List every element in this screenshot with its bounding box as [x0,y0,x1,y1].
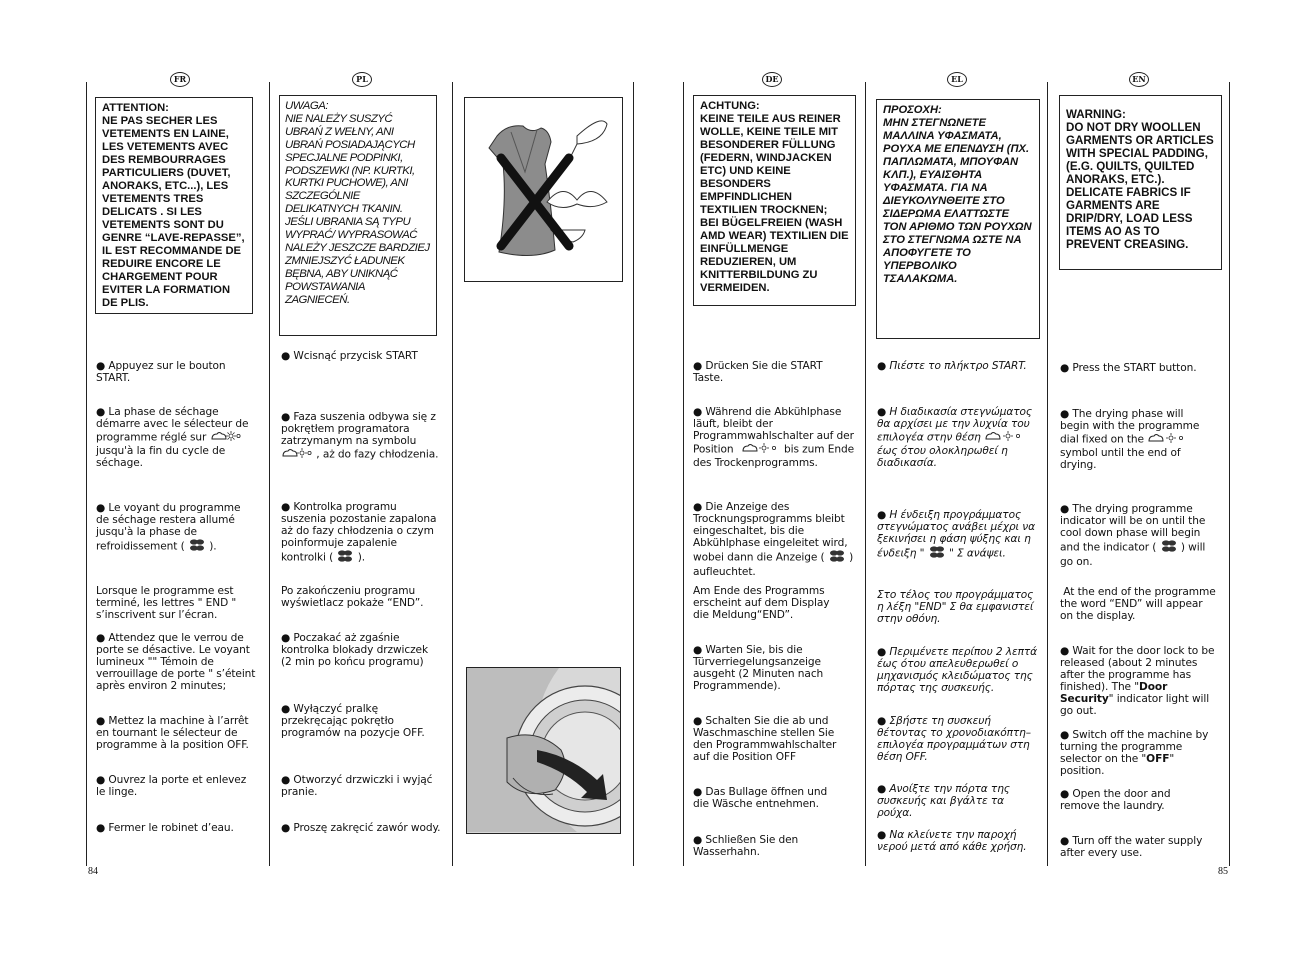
warning-text-el: ΠΡΟΣΟΧΗ: ΜΗΝ ΣΤΕΓΝΩΝΕΤΕ ΜΑΛΛΙΝΑ ΥΦΑΣΜΑΤΑ, ΡΟΥΧΑ ΜΕ ΕΠΕΝΔΥΣΗ (ΠΧ. ΠΑΠΛΩΜΑΤΑ, ΜΠΟΥΦΑΝ ΚΛΠ.), ΕΥΑΙΣΘΗΤΑ ΥΦΑΣΜΑΤΑ. ΓΙΑ ΝΑ ΔΙΕΥΚΟΛΥΝΘΕΙΤΕ ΣΤΟ ΣΙΔΕΡΩΜΑ ΕΛΑΤΤΩΣΤΕ ΤΟΝ ΑΡΙΘΜΟ ΤΩΝ ΡΟΥΧΩΝ ΣΤΟ ΣΤΕΓΝΩΜΑ ΩΣΤΕ ΝΑ ΑΠΟΦΥΓΕΤΕ ΤΟ ΥΠΕΡΒΟΛΙΚΟ ΤΣΑΛΑΚΩΜΑ. [883,104,1032,285]
column-rule [633,82,634,866]
step-water-en: ● Turn off the water supply after every use. [1060,835,1203,859]
step-text: ). [357,551,366,564]
step-text: ● Während die Abkühlphase läuft, bleibt der Programmwahlschalter auf der Position [693,406,854,456]
step-end-fr: Lorsque le programme est terminé, les lettres " END " s’inscrivent sur l’écran. [96,585,237,621]
step-text: ● The drying programme indicator will be on until the cool down phase will begin and the indicator ( [1060,503,1206,554]
column-rule [1229,82,1230,866]
step-drying-phase-el [877,406,1037,469]
cloud-sun-icon [984,430,1028,445]
step-indicator-fr [96,502,256,555]
step-start-de: ● Drücken Sie die START Taste. [693,360,823,384]
step-open-door-pl: ● Otworzyć drzwiczki i wyjąć pranie. [281,774,433,798]
warning-box-de [693,95,856,306]
column-rule [1047,82,1048,866]
step-door-lock-el: ● Περιμένετε περίπου 2 λεπτά έως ότου απελευθερωθεί ο μηχανισμός κλειδώματος της πόρτας της συσκευής. [877,646,1038,694]
step-drying-phase-pl [281,411,441,462]
warning-box-el [876,99,1040,339]
language-badge-fr: FR [170,72,190,87]
step-switch-off-en [1060,729,1218,777]
warning-text-en: WARNING: DO NOT DRY WOOLLEN GARMENTS OR ARTICLES WITH SPECIAL PADDING, (E.G. QUILTS, QUILTED ANORAKS, ETC.). DELICATE FABRICS IF GARMENTS ARE DRIP/DRY, LOAD LESS ITEMS AO AS TO PREVENT CREASING. [1066,108,1214,251]
cloud-sun-icon [737,442,781,457]
step-water-fr: ● Fermer le robinet d’eau. [96,822,234,834]
column-rule [452,82,453,866]
step-text: έως ότου ολοκληρωθεί η διαδικασία. [877,445,1008,469]
step-text: symbol until the end of drying. [1060,447,1181,471]
step-drying-phase-en [1060,408,1210,471]
step-door-lock-fr: ● Attendez que le verrou de porte se désactive. Le voyant lumineux "" Témoin de verrouillage de porte " s’éteint après environ 2 minutes; [96,632,256,692]
step-text: ● Wait for the door lock to be released (about 2 minutes after the programme has finished). The " [1060,645,1215,693]
step-water-de: ● Schließen Sie den Wasserhahn. [693,834,799,858]
illustration-open-door [466,667,621,834]
step-text: ● Faza suszenia odbywa się z pokrętłem programatora zatrzymanym na symbolu [281,411,436,447]
warning-box-fr [95,97,253,314]
step-text: ). [209,540,217,553]
step-water-el: ● Να κλείνετε την παροχή νερού μετά από κάθε χρήση. [877,829,1027,853]
step-door-lock-de: ● Warten Sie, bis die Türverriegelungsanzeige ausgeht (2 Minuten nach Programmende). [693,644,824,692]
step-text: jusqu'à la fin du cycle de séchage. [96,445,226,469]
warning-box-en [1059,95,1222,270]
step-end-en: At the end of the programme the word “END” will appear on the display. [1060,586,1219,622]
warning-box-pl [279,95,437,336]
step-indicator-pl [281,501,441,566]
step-text: ● The drying phase will begin with the programme dial fixed on the [1060,408,1200,446]
page-number-left: 84 [88,866,98,877]
step-text: ● La phase de séchage démarre avec le sélecteur de programme réglé sur [96,406,249,444]
illustration-no-wool [464,97,623,282]
step-end-el: Στο τέλος του προγράμματος η λέξη "END" Σ θα εμφανιστεί στην οθόνη. [877,589,1034,625]
step-start-pl: ● Wcisnąć przycisk START [281,350,418,362]
fan-icon [828,549,846,566]
step-text: ● Kontrolka programu suszenia pozostanie zapalona aż do fazy chłodzenia o czym poinformuje zapalenie kontrolki ( [281,501,437,564]
step-switch-off-pl: ● Wyłączyć pralkę przekręcając pokrętło programów na pozycje OFF. [281,703,425,739]
fan-icon [1160,539,1178,556]
step-text: ● Le voyant du programme de séchage restera allumé jusqu'à la phase de refroidissement ( [96,502,241,553]
cloud-sun-icon [1147,432,1191,447]
step-drying-phase-de [693,406,855,469]
language-badge-pl: PL [352,72,372,87]
step-switch-off-el: ● Σβήστε τη συσκευή θέτοντας το χρονοδιακόπτη–επιλογέα προγραμμάτων στη θέση OFF. [877,715,1031,763]
step-open-door-de: ● Das Bullage öffnen und die Wäsche entnehmen. [693,786,828,810]
step-door-lock-en [1060,645,1218,717]
step-text: " Σ ανάψει. [948,547,1006,560]
step-drying-phase-fr [96,406,258,469]
column-rule [86,82,87,866]
step-indicator-el [877,509,1039,562]
column-rule [269,82,270,866]
step-text: ● Die Anzeige des Trocknungsprogramms bleibt eingeschaltet, bis die Abkühlphase eingeleitet wird, wobei dann die Anzeige ( [693,501,848,564]
column-rule [683,82,684,866]
step-water-pl: ● Proszę zakręcić zawór wody. [281,822,441,834]
step-text: ● Η ένδειξη προγράμματος στεγνώματος ανάβει μέχρι να ξεκινήσει η φάση ψύξης και η ένδειξη " [877,509,1035,560]
off-label: OFF [1146,753,1170,765]
step-open-door-en: ● Open the door and remove the laundry. [1060,788,1171,812]
step-open-door-fr: ● Ouvrez la porte et enlevez le linge. [96,774,247,798]
step-text: " position. [1060,753,1175,777]
language-badge-el: EL [947,72,967,87]
step-text: " indicator light will go out. [1060,693,1210,717]
step-text: ) aufleuchtet. [693,551,854,578]
warning-text-de: ACHTUNG: KEINE TEILE AUS REINER WOLLE, KEINE TEILE MIT BESONDERER FÜLLUNG (FEDERN, WINDJACKEN ETC) UND KEINE BESONDERS EMPFINDLICHEN TEXTILIEN TROCKNEN; BEI BÜGELFREIEN (WASH AMD WEAR) TEXTILIEN DIE EINFÜLLMENGE REDUZIEREN, UM KNITTERBILDUNG ZU VERMEIDEN. [700,100,849,294]
step-door-lock-pl: ● Poczakać aż zgaśnie kontrolka blokady drzwiczek (2 min po końcu programu) [281,632,428,668]
fan-icon [928,545,946,562]
warning-text-fr: ATTENTION: NE PAS SECHER LES VETEMENTS EN LAINE, LES VETEMENTS AVEC DES REMBOURRAGES PARTICULIERS (DUVET, ANORAKS, ETC...), LES VETEMENTS TRES DELICATS . SI LES VETEMENTS SONT DU GENRE “LAVE-REPASSE”, IL EST RECOMMANDE DE REDUIRE ENCORE LE CHARGEMENT POUR EVITER LA FORMATION DE PLIS. [102,102,245,309]
door-security-label: Door Security [1060,681,1168,705]
language-badge-de: DE [762,72,782,87]
step-indicator-de [693,501,857,578]
step-text: ) will go on. [1060,541,1206,568]
step-text: ● Η διαδικασία στεγνώματος θα αρχίσει με την λυχνία του επιλογέα στην θέση [877,406,1033,444]
step-end-de: Am Ende des Programms erscheint auf dem Display die Meldung“END”. [693,585,830,621]
step-end-pl: Po zakończeniu programu wyświetlacz pokaże “END”. [281,585,424,609]
step-switch-off-de: ● Schalten Sie die ab und Waschmaschine stellen Sie den Programmwahlschalter auf die Position OFF [693,715,837,763]
step-switch-off-fr: ● Mettez la machine à l’arrêt en tournant le sélecteur de programme à la position OFF. [96,715,249,751]
fan-icon [336,549,354,566]
step-start-en: ● Press the START button. [1060,362,1197,374]
step-start-el: ● Πιέστε το πλήκτρο START. [877,360,1027,372]
step-open-door-el: ● Ανοίξτε την πόρτα της συσκευής και βγάλτε τα ρούχα. [877,783,1010,819]
step-indicator-en [1060,503,1218,568]
page-number-right: 85 [1218,866,1228,877]
language-badge-en: EN [1129,72,1149,87]
step-text: , aż do fazy chłodzenia. [316,448,439,461]
cloud-sun-icon [281,447,313,462]
step-text: ● Switch off the machine by turning the programme selector on the " [1060,729,1209,765]
cloud-sun-icon [210,430,242,445]
step-start-fr: ● Appuyez sur le bouton START. [96,360,226,384]
warning-text-pl: UWAGA: NIE NALEŻY SUSZYĆ UBRAŃ Z WEŁNY, ANI UBRAŃ POSIADAJĄCYCH SPECJALNE PODPINKI, PODSZEWKI (NP. KURTKI, KURTKI PUCHOWE), ANI SZCZEGÓLNIE DELIKATNYCH TKANIN. JEŚLI UBRANIA SĄ TYPU WYPRAĆ/ WYPRASOWAĆ NALEŻY JESZCZE BARDZIEJ ZMNIEJSZYĆ ŁADUNEK BĘBNA, ABY UNIKNĄĆ POWSTAWANIA ZAGNIECEŃ. [285,100,430,306]
step-text: bis zum Ende des Trockenprogramms. [693,443,854,469]
column-rule [865,82,866,866]
fan-icon [188,538,206,555]
